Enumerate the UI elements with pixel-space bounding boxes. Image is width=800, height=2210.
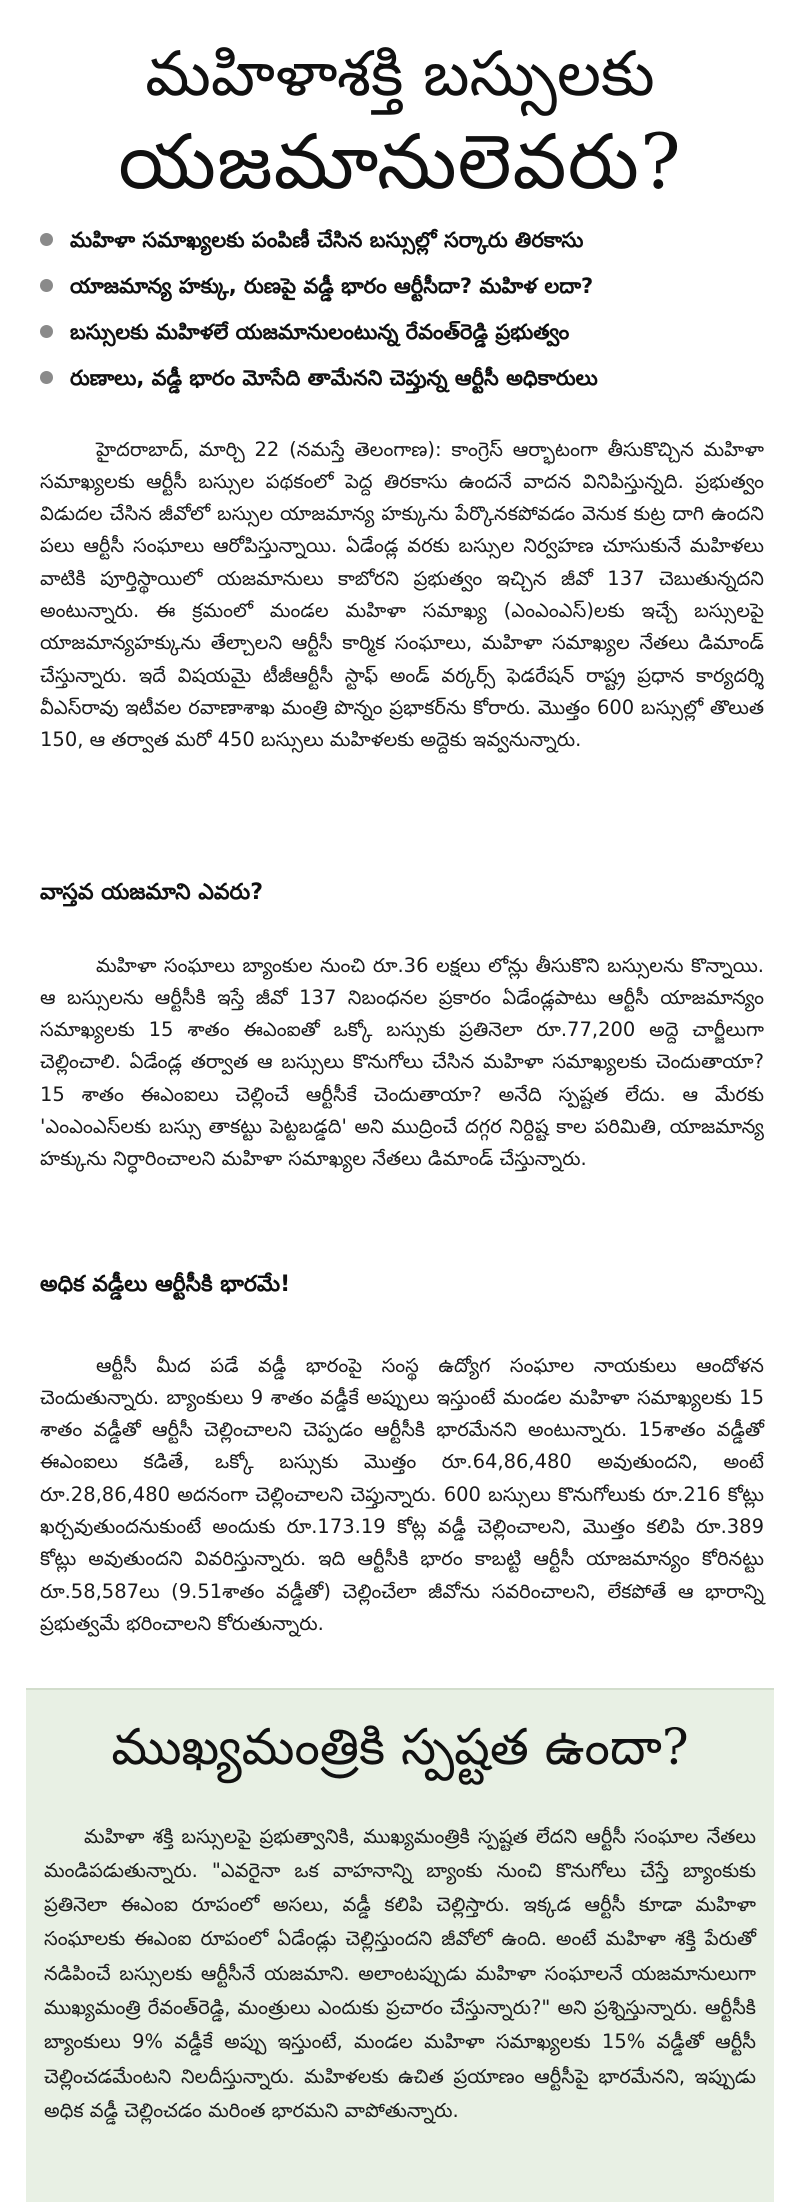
paragraph-text: మహిళా శక్తి బస్సులపై ప్రభుత్వానికి, ముఖ్యమంత్రికి స్పష్టత లేదని ఆర్టీసీ సంఘాల నేతలు మండిపడుతున్నారు. "ఎవరైనా ఒక వాహనాన్ని బ్యాంకు నుంచి కొనుగోలు చేస్తే బ్యాంకుకు ప్రతినెలా ఈఎంఐ రూపంలో అసలు, వడ్డీ కలిపి చెల్లిస్తారు. ఇక్కడ ఆర్టీసీ కూడా మహిళా సంఘాలకు ఈఎంఐ రూపంలో ఏడేండ్లు చెల్లిస్తుందని జీవోలో ఉంది. అంటే మహిళా శక్తి పేరుతో నడిపించే బస్సులకు ఆర్టీసీనే యజమాని. అలాంటప్పుడు మహిళా సంఘాలనే యజమానులుగా ముఖ్యమంత్రి రేవంత్‌రెడ్డి, మంత్రులు ఎందుకు ప్రచారం చేస్తున్నారు?" అని ప్రశ్నిస్తున్నారు. ఆర్టీసీకి బ్యాంకులు 9% వడ్డీకే అప్పు ఇస్తుంటే, మండల మహిళా సమాఖ్యలకు 15% వడ్డీతో ఆర్టీసీ చెల్లించడమేంటని నిలదీస్తున్నారు. మహిళలకు ఉచిత ప్రయాణం ఆర్టీసీపై భారమేనని, ఇప్పుడు అధిక వడ్డీ చెల్లించడం మరింత భారమని వాపోతున్నారు. — [44, 1824, 756, 2122]
bullet-text: బస్సులకు మహిళలే యజమానులంటున్న రేవంత్‌రెడ్డి ప్రభుత్వం — [70, 320, 570, 344]
summary-bullets — [36, 220, 776, 404]
bullet-dot-icon — [40, 279, 53, 292]
summary-bullet — [36, 312, 776, 352]
bullet-dot-icon — [40, 371, 53, 384]
bullet-dot-icon — [40, 233, 53, 246]
paragraph-text: ఆర్టీసీ మీద పడే వడ్డీ భారంపై సంస్థ ఉద్యోగ సంఘాల నాయకులు ఆందోళన చెందుతున్నారు. బ్యాంకులు 9 శాతం వడ్డీకే అప్పులు ఇస్తుంటే మండల మహిళా సమాఖ్యలకు 15 శాతం వడ్డీతో ఆర్టీసీ చెల్లించాలని చెప్పడం ఆర్టీసీకి భారమేనని అంటున్నారు. 15శాతం వడ్డీతో ఈఎంఐలు కడితే, ఒక్కో బస్సుకు మొత్తం రూ.64,86,480 అవుతుందని, అంటే రూ.28,86,480 అదనంగా చెల్లించాలని చెప్తున్నారు. 600 బస్సులు కొనుగోలుకు రూ.216 కోట్లు ఖర్చవుతుందనుకుంటే అందుకు రూ.173.19 కోట్ల వడ్డీ చెల్లించాలని, మొత్తం కలిపి రూ.389 కోట్లు అవుతుందని వివరిస్తున్నారు. ఇది ఆర్టీసీకి భారం కాబట్టి ఆర్టీసీ యాజమాన్యం కోరినట్టు రూ.58,587లు (9.51శాతం వడ్డీతో) చెల్లించేలా జీవోను సవరించాలని, లేకపోతే ఆ భారాన్ని ప్రభుత్వమే భరించాలని కోరుతున్నారు. — [40, 1353, 764, 1635]
bullet-text: రుణాలు, వడ్డీ భారం మోసేది తామేనని చెప్తున్న ఆర్టీసీ అధికారులు — [70, 366, 598, 390]
sidebar-paragraph — [44, 1820, 756, 2129]
bullet-text: మహిళా సమాఖ్యలకు పంపిణీ చేసిన బస్సుల్లో సర్కారు తిరకాసు — [70, 228, 584, 252]
article-paragraph-1 — [40, 434, 764, 757]
summary-bullet — [36, 266, 776, 306]
headline-line-2: యజమానులెవరు? — [118, 117, 682, 206]
subheading-interest-burden: అధిక వడ్డీలు ఆర్టీసీకి భారమే! — [40, 1272, 291, 1297]
summary-bullet — [36, 220, 776, 260]
article-paragraph-2 — [40, 950, 764, 1176]
paragraph-text: హైదరాబాద్, మార్చి 22 (నమస్తే తెలంగాణ): కాంగ్రెస్ ఆర్భాటంగా తీసుకొచ్చిన మహిళా సమాఖ్యలకు ఆర్టీసీ బస్సుల పథకంలో పెద్ద తిరకాసు ఉందనే వాదన వినిపిస్తున్నది. ప్రభుత్వం విడుదల చేసిన జీవోలో బస్సుల యాజమాన్య హక్కును పేర్కొనకపోవడం వెనుక కుట్ర దాగి ఉందని పలు ఆర్టీసీ సంఘాలు ఆరోపిస్తున్నాయి. ఏడేండ్ల వరకు బస్సుల నిర్వహణ చూసుకునే మహిళలు వాటికి పూర్తిస్థాయిలో యజమానులు కాబోరని ప్రభుత్వం ఇచ్చిన జీవో 137 చెబుతున్నదని అంటున్నారు. ఈ క్రమంలో మండల మహిళా సమాఖ్య (ఎంఎంఎస్)లకు ఇచ్చే బస్సులపై యాజమాన్యహక్కును తేల్చాలని ఆర్టీసీ కార్మిక సంఘాలు, మహిళా సమాఖ్యల నేతలు డిమాండ్ చేస్తున్నారు. ఇదే విషయమై టీజీఆర్టీసీ స్టాఫ్ అండ్ వర్కర్స్ ఫెడరేషన్ రాష్ట్ర ప్రధాన కార్యదర్శి వీఎస్‌రావు ఇటీవల రవాణాశాఖ మంత్రి పొన్నం ప్రభాకర్‌ను కోరారు. మొత్తం 600 బస్సుల్లో తొలుత 150, ఆ తర్వాత మరో 450 బస్సులు మహిళలకు అద్దెకు ఇవ్వనున్నారు. — [40, 437, 764, 752]
sidebar-box — [26, 1688, 774, 2202]
subheading-real-owner: వాస్తవ యజమాని ఎవరు? — [40, 880, 263, 905]
bullet-text: యాజమాన్య హక్కు, రుణపై వడ్డీ భారం ఆర్టీసీదా? మహిళ లదా? — [70, 274, 594, 298]
summary-bullet — [36, 358, 776, 398]
bullet-dot-icon — [40, 325, 53, 338]
article-paragraph-3 — [40, 1350, 764, 1641]
paragraph-text: మహిళా సంఘాలు బ్యాంకుల నుంచి రూ.36 లక్షలు లోన్లు తీసుకొని బస్సులను కొన్నాయి. ఆ బస్సులను ఆర్టీసీకి ఇస్తే జీవో 137 నిబంధనల ప్రకారం ఏడేండ్లపాటు ఆర్టీసీ యాజమాన్యం సమాఖ్యలకు 15 శాతం ఈఎంఐతో ఒక్కో బస్సుకు ప్రతినెలా రూ.77,200 అద్దె చార్జీలుగా చెల్లించాలి. ఏడేండ్ల తర్వాత ఆ బస్సులు కొనుగోలు చేసిన మహిళా సమాఖ్యలకు చెందుతాయా? 15 శాతం ఈఎంఐలు చెల్లించే ఆర్టీసీకే చెందుతాయా? అనేది స్పష్టత లేదు. ఆ మేరకు 'ఎంఎంఎస్‌లకు బస్సు తాకట్టు పెట్టబడ్డది' అని ముద్రించే దగ్గర నిర్దిష్ట కాల పరిమితి, యాజమాన్య హక్కును నిర్ధారించాలని మహిళా సమాఖ్యల నేతలు డిమాండ్ చేస్తున్నారు. — [40, 953, 764, 1171]
sidebar-title: ముఖ్యమంత్రికి స్పష్టత ఉందా? — [111, 1718, 689, 1776]
headline-line-1: మహిళాశక్తి బస్సులకు — [145, 37, 655, 110]
